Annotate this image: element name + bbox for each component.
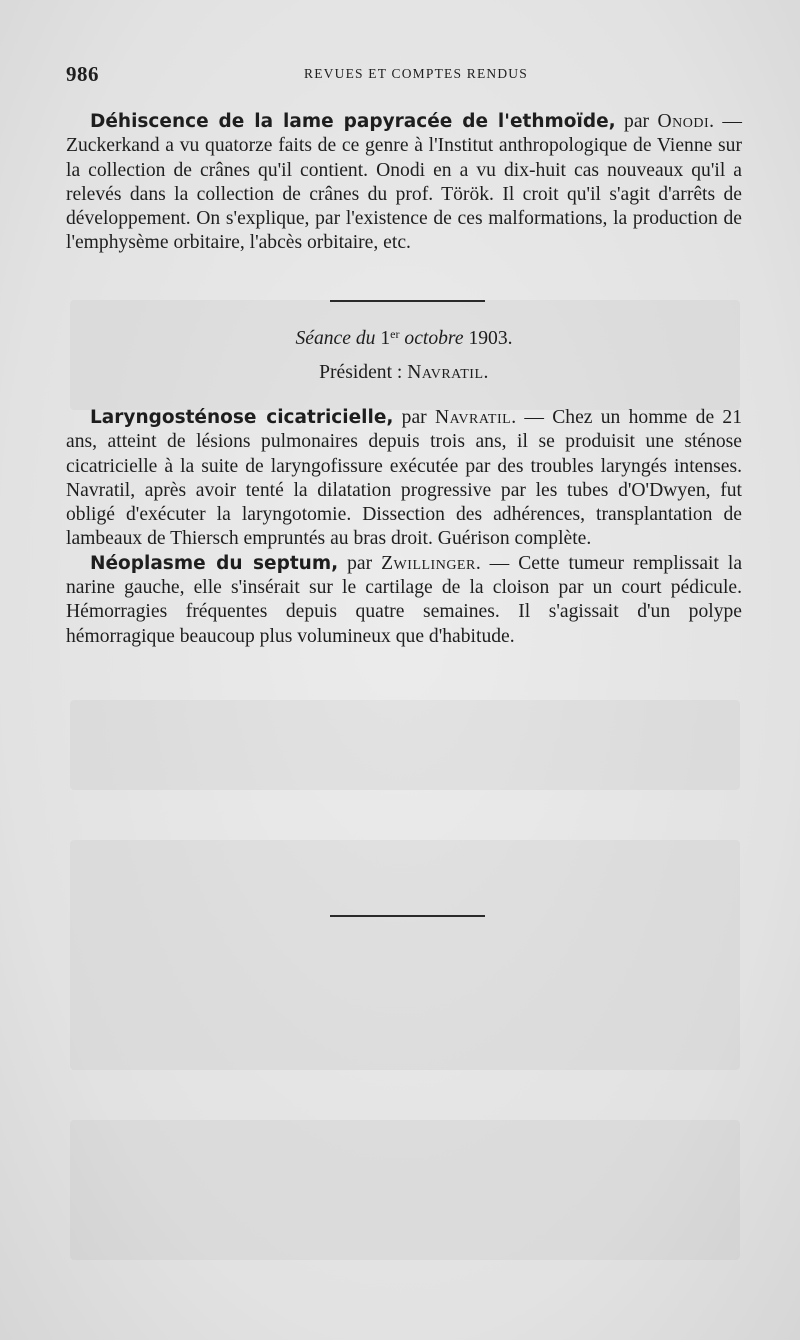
article-dehiscence-by: par: [624, 111, 650, 132]
article-dehiscence-author: Onodi: [657, 111, 710, 132]
seance-prefix: Séance du: [295, 328, 376, 349]
president-name: Navratil.: [407, 362, 489, 383]
bleed-through-middle: [70, 700, 740, 790]
article-neoplasme-title: Néoplasme du septum,: [90, 552, 339, 574]
article-dehiscence-title: Déhiscence de la lame papyracée de l'ethmoïde,: [90, 111, 616, 132]
article-neoplasme-author: Zwillinger: [381, 552, 476, 574]
bleed-through-lower: [70, 840, 740, 1070]
article-laryngostenose-author: Navratil: [434, 407, 512, 428]
section-divider-top: [330, 300, 485, 302]
article-neoplasme-dash: . —: [475, 552, 510, 574]
bleed-through-bottom: [70, 1120, 740, 1260]
bleed-through-upper: [70, 300, 740, 410]
article-laryngostenose-text: Chez un homme de 21 ans, atteint de lésions pulmonaires depuis trois ans, il se produisit une sténose cicatricielle à la suite de laryngofissure exécutée par des troubles laryngés intenses. Navratil, après avoir tenté la dilatation progressive par les tubes d'O'Dwyen, fut obligé d'exécuter la laryngotomie. Dissection des adhérences, transplantation de lambeaux de Thiersch empruntés au bras droit. Guérison complète.: [66, 407, 742, 550]
article-laryngostenose: [66, 406, 742, 649]
page-header: [66, 62, 736, 86]
article-laryngostenose-paragraph: [66, 406, 742, 552]
president-label: Président :: [319, 362, 403, 383]
article-dehiscence-dash: . —: [709, 111, 743, 132]
seance-day: 1: [380, 328, 391, 349]
seance-month: octobre: [404, 328, 464, 349]
page-number: 986: [66, 62, 99, 86]
article-laryngostenose-title: Laryngosténose cicatricielle,: [90, 407, 394, 428]
article-laryngostenose-dash: . —: [511, 407, 544, 428]
article-dehiscence-paragraph: [66, 110, 742, 256]
article-neoplasme-paragraph: [66, 552, 742, 649]
section-divider-bottom: [330, 915, 485, 917]
article-neoplasme-text: Cette tumeur remplissait la narine gauche, elle s'insérait sur le cartilage de la cloison par un court pédicule. Hémorragies fréquentes depuis quatre semaines. Il s'agissait d'un polype hémorragique beaucoup plus volumineux que d'habitude.: [66, 552, 743, 647]
article-neoplasme-by: par: [347, 552, 373, 574]
seance-day-sup: er: [390, 327, 400, 341]
seance-year: 1903.: [468, 328, 513, 349]
running-head: REVUES ET COMPTES RENDUS: [304, 66, 528, 81]
article-dehiscence: [66, 110, 742, 256]
president-line: [66, 362, 742, 384]
article-dehiscence-text: Zuckerkand a vu quatorze faits de ce genre à l'Institut anthropologique de Vienne sur la collection de crânes qu'il contient. Onodi en a vu dix-huit cas nouveaux qu'il a relevés dans la collection de crânes du prof. Török. Il croit qu'il s'agit d'arrêts de développement. On s'explique, par l'existence de ces malformations, la production de l'emphysème orbitaire, l'abcès orbitaire, etc.: [66, 135, 742, 254]
seance-heading: [66, 328, 742, 350]
article-laryngostenose-by: par: [401, 407, 427, 428]
